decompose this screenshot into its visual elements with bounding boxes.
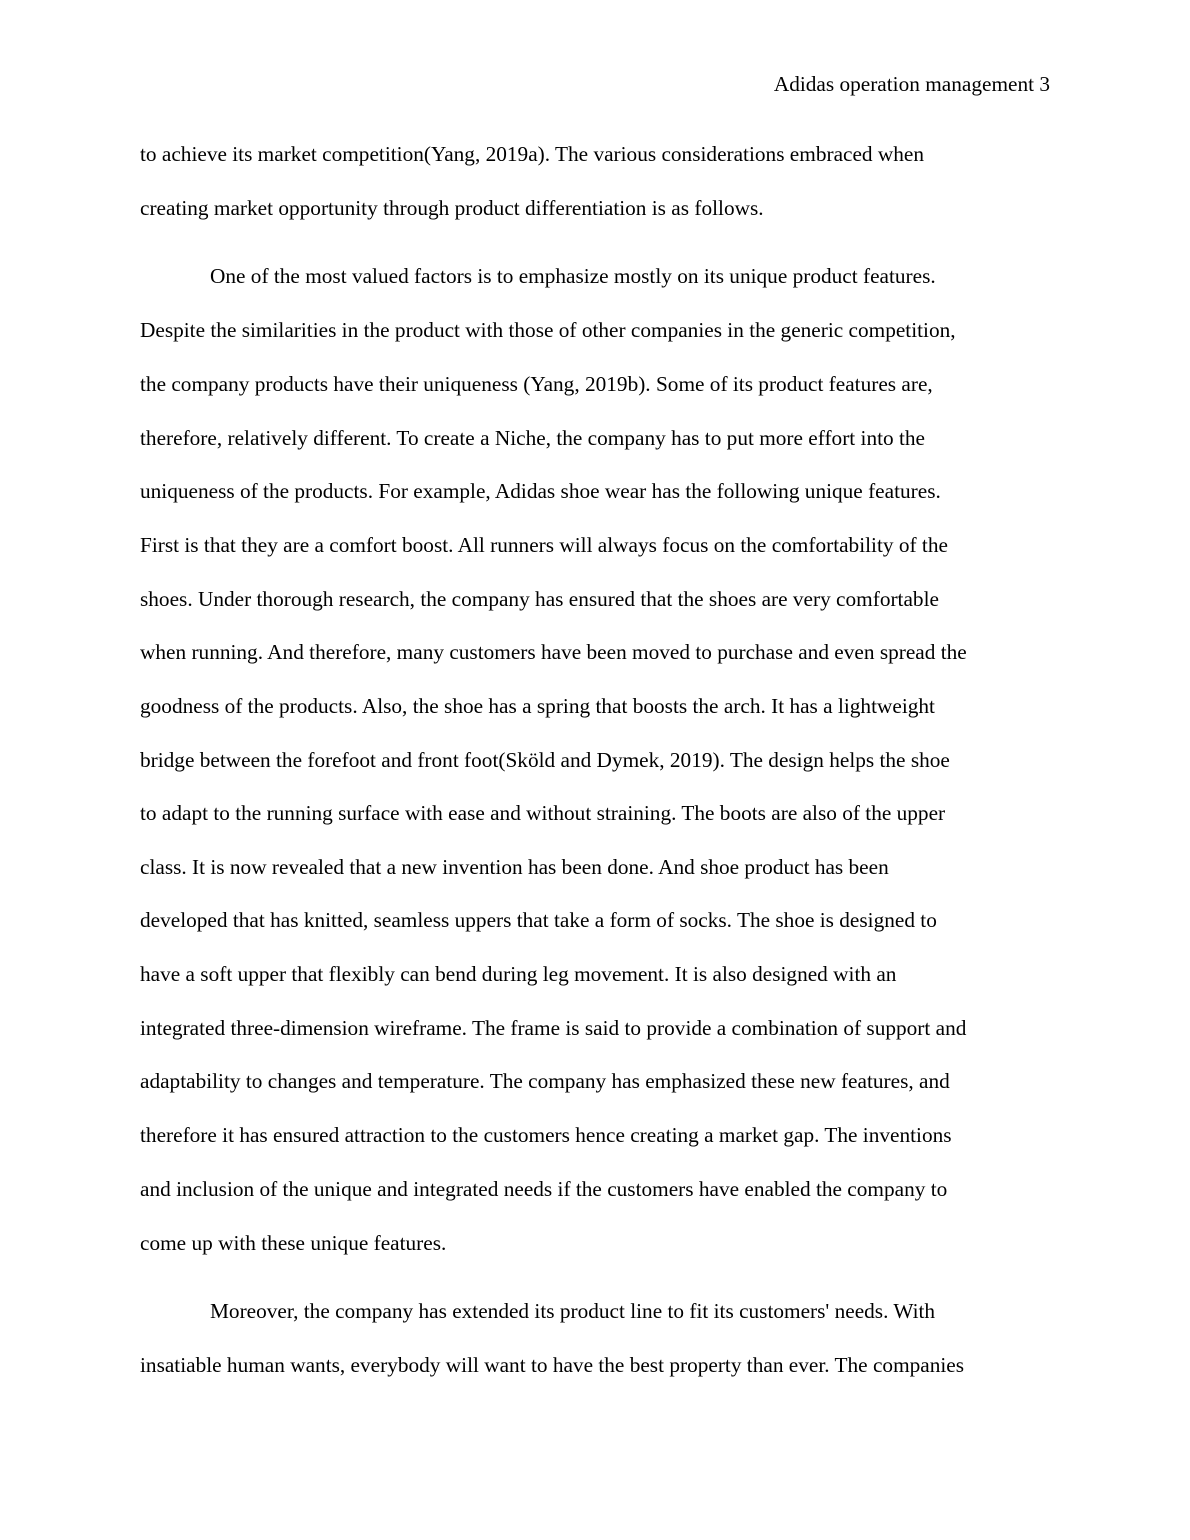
text-line: and inclusion of the unique and integrated needs if the customers have enabled the company to xyxy=(140,1177,948,1201)
text-line: Despite the similarities in the product with those of other companies in the generic competition, xyxy=(140,318,956,342)
text-line: the company products have their uniqueness (Yang, 2019b). Some of its product features are, xyxy=(140,372,933,396)
text-line: when running. And therefore, many customers have been moved to purchase and even spread the xyxy=(140,640,967,664)
text-line: uniqueness of the products. For example, Adidas shoe wear has the following unique features. xyxy=(140,479,941,503)
text-line: to adapt to the running surface with ease and without straining. The boots are also of the upper xyxy=(140,801,946,825)
text-line: therefore it has ensured attraction to the customers hence creating a market gap. The inventions xyxy=(140,1123,952,1147)
text-line: bridge between the forefoot and front foot(Sköld and Dymek, 2019). The design helps the shoe xyxy=(140,748,950,772)
text-line: adaptability to changes and temperature. The company has emphasized these new features, and xyxy=(140,1069,950,1093)
text-line: integrated three-dimension wireframe. The frame is said to provide a combination of support and xyxy=(140,1016,967,1040)
paragraph-first-line: One of the most valued factors is to emphasize mostly on its unique product features. xyxy=(210,264,936,288)
text-line: goodness of the products. Also, the shoe has a spring that boosts the arch. It has a lightweight xyxy=(140,694,935,718)
text-line: shoes. Under thorough research, the company has ensured that the shoes are very comfortable xyxy=(140,587,939,611)
text-line: First is that they are a comfort boost. All runners will always focus on the comfortability of the xyxy=(140,533,948,557)
text-line: come up with these unique features. xyxy=(140,1231,447,1255)
paragraph-first-line: Moreover, the company has extended its product line to fit its customers' needs. With xyxy=(210,1299,936,1323)
text-line: insatiable human wants, everybody will want to have the best property than ever. The companies xyxy=(140,1353,965,1377)
text-line: class. It is now revealed that a new invention has been done. And shoe product has been xyxy=(140,855,889,879)
text-line: to achieve its market competition(Yang, 2019a). The various considerations embraced when xyxy=(140,142,925,166)
text-line: developed that has knitted, seamless uppers that take a form of socks. The shoe is designed to xyxy=(140,908,937,932)
text-line: therefore, relatively different. To create a Niche, the company has to put more effort into the xyxy=(140,426,925,450)
text-line: creating market opportunity through product differentiation is as follows. xyxy=(140,196,764,220)
running-head: Adidas operation management 3 xyxy=(773,72,1050,96)
text-line: have a soft upper that flexibly can bend during leg movement. It is also designed with an xyxy=(140,962,897,986)
